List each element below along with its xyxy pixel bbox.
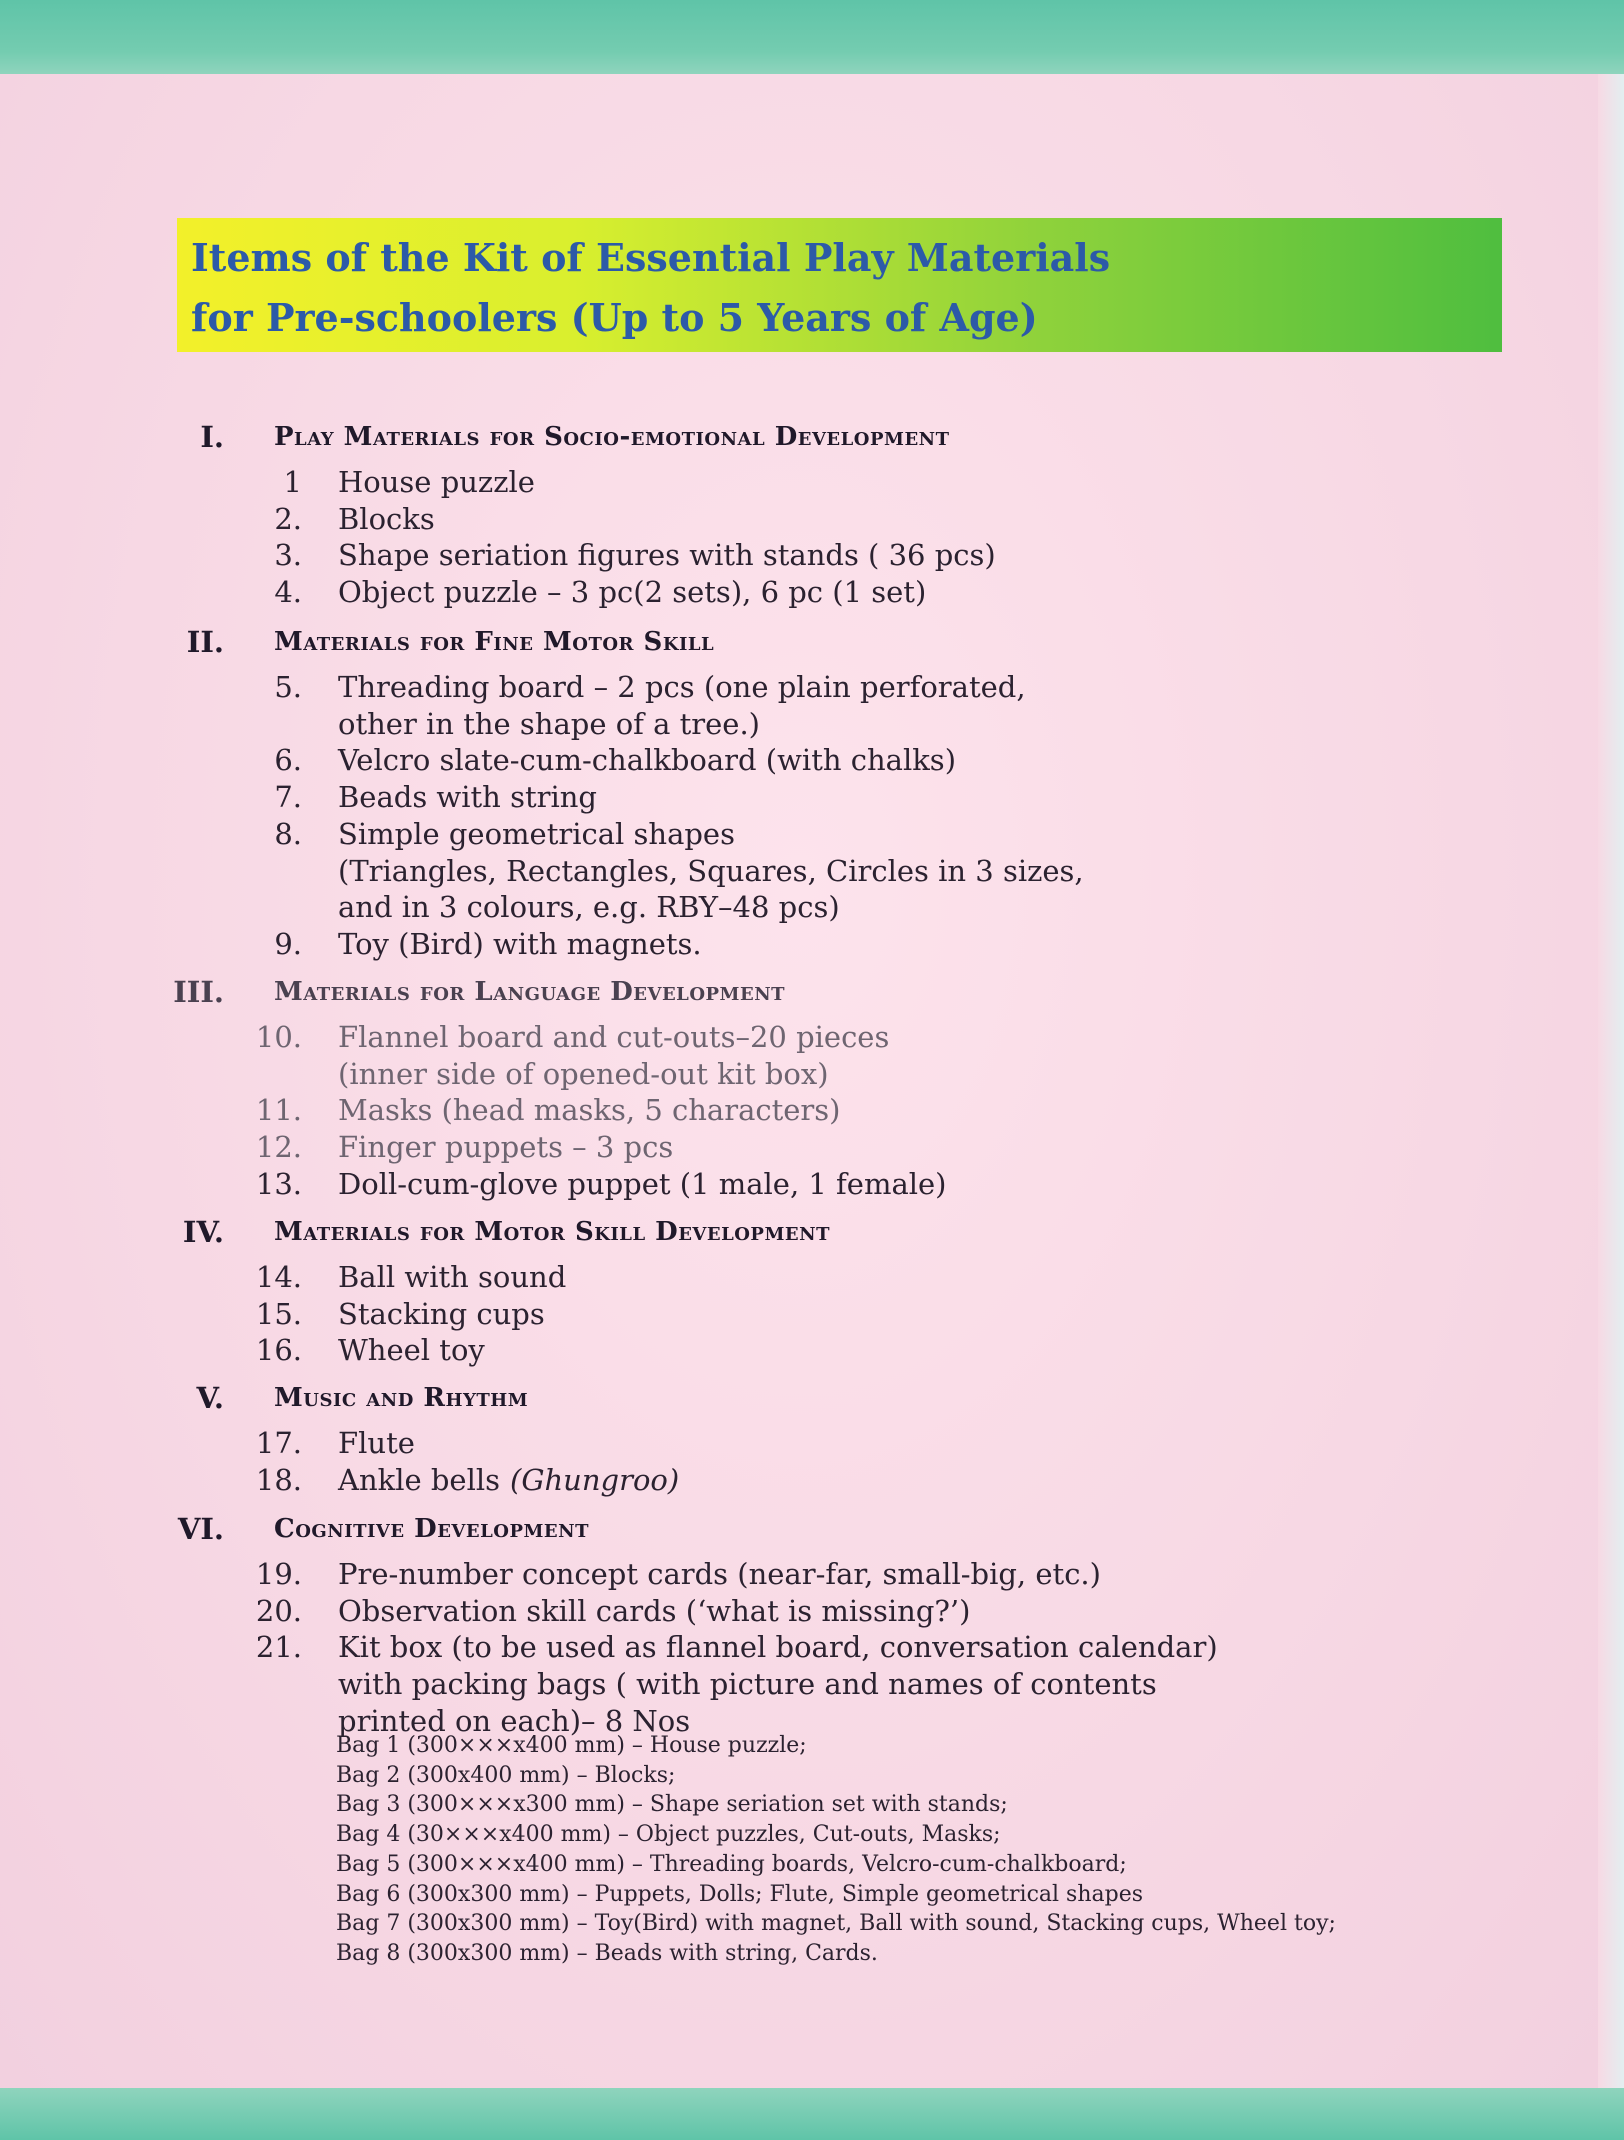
item-text: House puzzle [338, 465, 535, 499]
bottom-band [0, 2088, 1624, 2140]
item-number: 16. [255, 1333, 302, 1368]
item-text: (Triangles, Rectangles, Squares, Circles in 3 sizes, [338, 853, 1084, 888]
item-number: 12. [255, 1130, 302, 1165]
item-text: Velcro slate-cum-chalkboard (with chalks) [338, 743, 957, 778]
item-text: Ankle bells [338, 1462, 501, 1497]
section-title: Music and Rhythm [274, 1383, 529, 1413]
bag-item: Bag 2 (300x400 mm) – Blocks; [336, 1762, 676, 1788]
item-number: 15. [255, 1296, 302, 1331]
item-text: and in 3 colours, e.g. RBY–48 pcs) [338, 890, 840, 925]
section-number: V. [196, 1381, 224, 1415]
item-text: Doll-cum-glove puppet (1 male, 1 female) [338, 1166, 947, 1201]
title-line-2: for Pre-schoolers (Up to 5 Years of Age) [191, 295, 1038, 340]
section-number: I. [200, 420, 224, 454]
section-title: Materials for Fine Motor Skill [274, 627, 715, 657]
item-text: Object puzzle – 3 pc(2 sets), 6 pc (1 set) [338, 575, 927, 610]
item-text: Flute [338, 1426, 415, 1460]
title-box [177, 218, 1502, 352]
item-text: Pre-number concept cards (near-far, small-big, etc.) [338, 1557, 1101, 1591]
item-number: 20. [255, 1593, 302, 1628]
item-number: 11. [255, 1093, 302, 1128]
item-number: 13. [255, 1166, 302, 1201]
bag-item: Bag 3 (300×××x300 mm) – Shape seriation set with stands; [336, 1792, 1008, 1818]
item-text: Flannel board and cut-outs–20 pieces [338, 1020, 890, 1054]
item-text: Beads with string [338, 780, 597, 815]
section-title: Materials for Language Development [274, 977, 786, 1007]
bag-item: Bag 4 (30×××x400 mm) – Object puzzles, Cut-outs, Masks; [336, 1822, 1001, 1848]
item-number: 5. [274, 670, 302, 704]
item-number: 7. [274, 780, 302, 815]
item-text: (inner side of opened-out kit box) [338, 1056, 829, 1091]
bag-item: Bag 6 (300x300 mm) – Puppets, Dolls; Flute, Simple geometrical shapes [336, 1881, 1144, 1907]
item-text: Finger puppets – 3 pcs [338, 1130, 674, 1165]
bag-item: Bag 1 (300×××x400 mm) – House puzzle; [336, 1733, 807, 1758]
item-text: Wheel toy [338, 1333, 485, 1368]
item-number: 2. [274, 501, 302, 536]
item-number: 18. [255, 1462, 302, 1497]
item-italic-note: (Ghungroo) [510, 1462, 680, 1497]
item-number: 3. [274, 538, 302, 573]
item-text: with packing bags ( with picture and names of contents [338, 1667, 1157, 1702]
item-number: 21. [255, 1630, 302, 1665]
item-text: Blocks [338, 501, 435, 536]
item-text: Shape seriation figures with stands ( 36 pcs) [338, 538, 996, 573]
section-number: III. [173, 975, 224, 1009]
section-number: IV. [182, 1215, 224, 1249]
item-text: Threading board – 2 pcs (one plain perforated, [338, 670, 1026, 704]
section-title: Cognitive Development [274, 1514, 589, 1544]
item-number: 17. [255, 1426, 302, 1460]
item-number: 6. [274, 743, 302, 778]
item-text: Kit box (to be used as flannel board, conversation calendar) [338, 1630, 1218, 1665]
item-number: 9. [274, 926, 302, 961]
section-number: VI. [177, 1512, 224, 1546]
item-text: printed on each)– 8 Nos [338, 1703, 691, 1738]
bag-item: Bag 7 (300x300 mm) – Toy(Bird) with magnet, Ball with sound, Stacking cups, Wheel toy; [336, 1911, 1336, 1937]
item-text: Toy (Bird) with magnets. [338, 926, 702, 961]
item-number: 19. [255, 1557, 302, 1591]
item-text: other in the shape of a tree.) [338, 706, 761, 741]
title-line-1: Items of the Kit of Essential Play Materials [191, 235, 1111, 280]
item-text: Ball with sound [338, 1260, 567, 1294]
item-text: Observation skill cards (‘what is missing?’) [338, 1593, 971, 1628]
item-number: 8. [274, 816, 302, 851]
section-title: Play Materials for Socio-emotional Development [274, 422, 950, 452]
page-edge [1598, 74, 1624, 2088]
section-title: Materials for Motor Skill Development [274, 1217, 830, 1247]
item-text: Stacking cups [338, 1296, 545, 1331]
item-text: Masks (head masks, 5 characters) [338, 1093, 841, 1128]
top-band [0, 0, 1624, 74]
item-number: 4. [274, 575, 302, 610]
item-text: Simple geometrical shapes [338, 816, 735, 851]
bag-item: Bag 5 (300×××x400 mm) – Threading boards, Velcro-cum-chalkboard; [336, 1851, 1127, 1877]
bag-item: Bag 8 (300x300 mm) – Beads with string, Cards. [336, 1940, 878, 1966]
section-number: II. [186, 625, 224, 659]
item-number: 14. [255, 1260, 302, 1294]
item-number: 10. [255, 1020, 302, 1054]
item-number: 1 [283, 465, 302, 499]
